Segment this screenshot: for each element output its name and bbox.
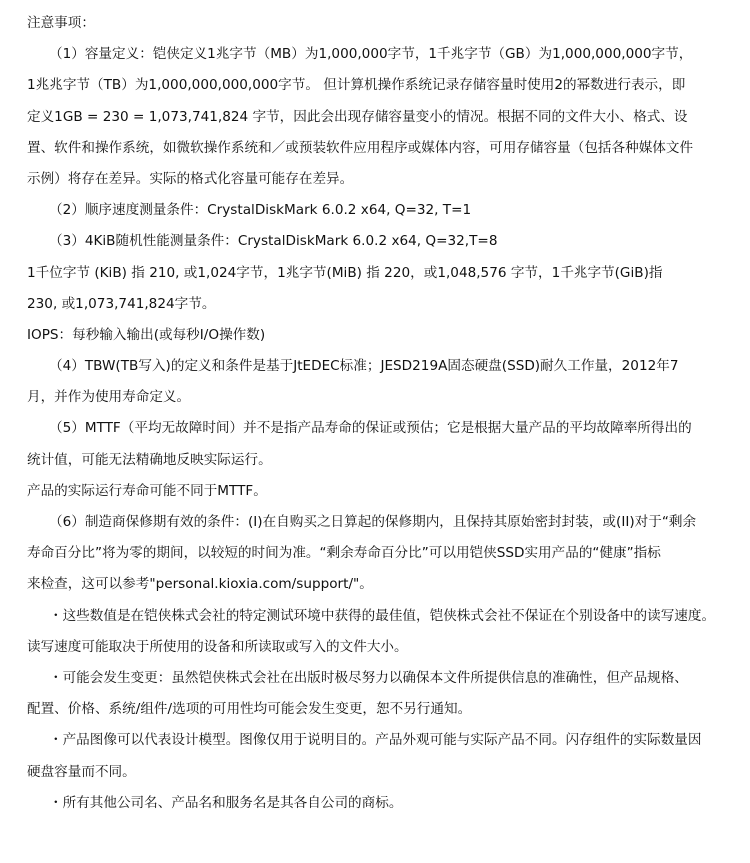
iops-definition: IOPS：每秒输入输出(或每秒I/O操作数) — [27, 326, 266, 343]
bullet-test-values-line-2: 读写速度可能取决于所使用的设备和所读取或写入的文件大小。 — [27, 638, 408, 655]
bullet-trademarks: ・所有其他公司名、产品名和服务名是其各自公司的商标。 — [49, 794, 403, 811]
note-2-sequential-speed: （2）顺序速度测量条件：CrystalDiskMark 6.0.2 x64, Q=32, T=1 — [49, 202, 472, 219]
note-4-tbw: （4）TBW(TB写入)的定义和条件是基于JtEDEC标准；JESD219A固态硬盘(SSD)耐久工作量，2012年7 — [49, 358, 679, 375]
binary-units-line-2: 230, 或1,073,741,824字节。 — [27, 295, 216, 312]
note-1-line-3: 定义1GB = 230 = 1,073,741,824 字节，因此会出现存储容量变小的情况。根据不同的文件大小、格式、设 — [27, 108, 688, 125]
note-4-line-2: 月，并作为使用寿命定义。 — [27, 389, 191, 406]
note-3-random-performance: （3）4KiB随机性能测量条件：CrystalDiskMark 6.0.2 x64, Q=32,T=8 — [49, 233, 498, 250]
bullet-test-values: ・这些数值是在铠侠株式会社的特定测试环境中获得的最佳值，铠侠株式会社不保证在个别设备中的读写速度。 — [49, 607, 716, 624]
note-1-line-2: 1兆兆字节（TB）为1,000,000,000,000字节。 但计算机操作系统记录存储容量时使用2的幂数进行表示，即 — [27, 77, 686, 94]
binary-units-line-1: 1千位字节 (KiB) 指 210, 或1,024字节，1兆字节(MiB) 指 220，或1,048,576 字节，1千兆字节(GiB)指 — [27, 264, 663, 281]
note-1-line-4: 置、软件和操作系统，如微软操作系统和／或预装软件应用程序或媒体内容，可用存储容量（包括各种媒体文件 — [27, 139, 694, 156]
bullet-product-images-line-2: 硬盘容量而不同。 — [27, 763, 136, 780]
notes-heading: 注意事项： — [27, 15, 95, 31]
note-1-capacity-definition: （1）容量定义：铠侠定义1兆字节（MB）为1,000,000字节，1千兆字节（GB）为1,000,000,000字节， — [49, 46, 693, 63]
note-5-line-2: 统计值，可能无法精确地反映实际运行。 — [27, 451, 272, 468]
bullet-subject-to-change: ・可能会发生变更：虽然铠侠株式会社在出版时极尽努力以确保本文件所提供信息的准确性，但产品规格、 — [49, 669, 688, 686]
note-5-line-3: 产品的实际运行寿命可能不同于MTTF。 — [27, 482, 267, 499]
note-6-line-3: 来检查，这可以参考"personal.kioxia.com/support/"。 — [27, 576, 373, 593]
note-6-line-2: 寿命百分比”将为零的期间，以较短的时间为准。“剩余寿命百分比”可以用铠侠SSD实用产品的“健康”指标 — [27, 545, 661, 562]
note-5-mttf: （5）MTTF（平均无故障时间）并不是指产品寿命的保证或预估；它是根据大量产品的平均故障率所得出的 — [49, 420, 692, 437]
bullet-subject-to-change-line-2: 配置、价格、系统/组件/选项的可用性均可能会发生变更，恕不另行通知。 — [27, 701, 472, 718]
note-1-line-5: 示例）将存在差异。实际的格式化容量可能存在差异。 — [27, 170, 354, 187]
bullet-product-images: ・产品图像可以代表设计模型。图像仅用于说明目的。产品外观可能与实际产品不同。闪存组件的实际数量因 — [49, 732, 702, 749]
note-6-warranty: （6）制造商保修期有效的条件：(I)在自购买之日算起的保修期内，且保持其原始密封封装，或(II)对于“剩余 — [49, 514, 697, 530]
